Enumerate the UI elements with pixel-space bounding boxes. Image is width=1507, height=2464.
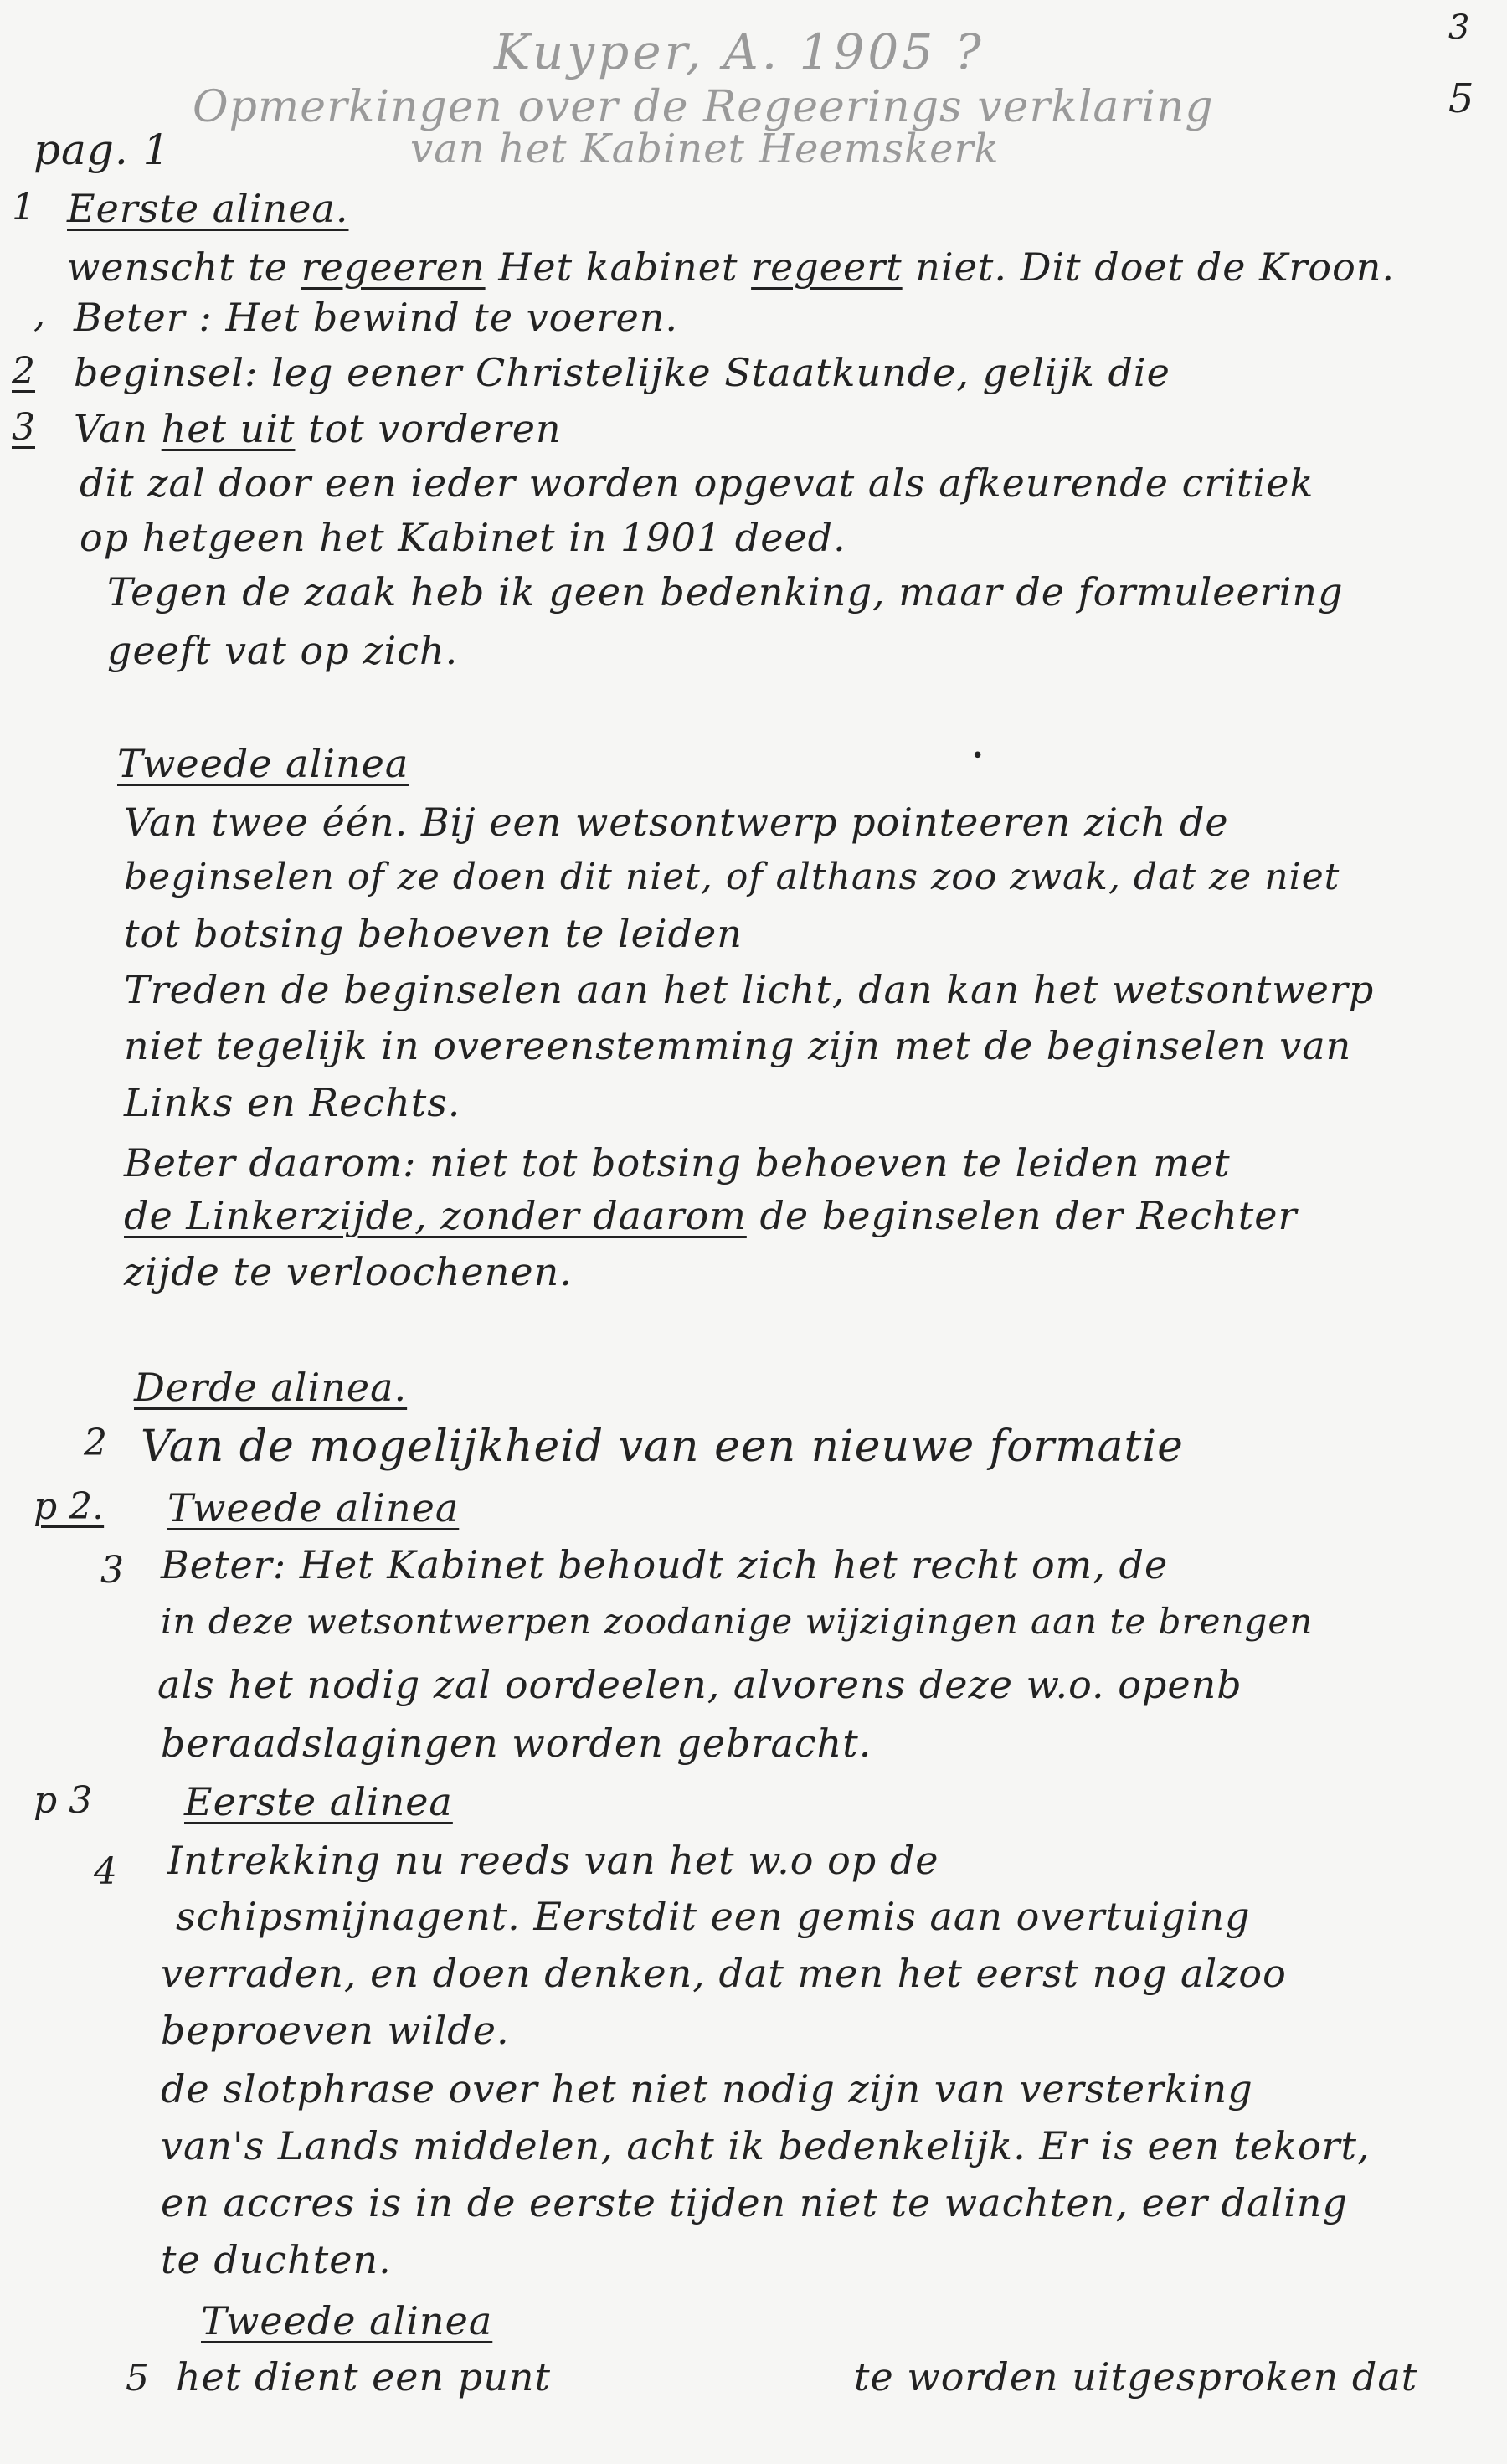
section1-line4-suffix: tot vorderen [295, 406, 562, 451]
item-number-3: 3 [12, 406, 35, 449]
p3-label: p 3 [33, 1779, 93, 1822]
section1-line7: Tegen de zaak heb ik geen bedenking, maar de formuleering [107, 569, 1344, 615]
section3-line4: als het nodig zal oordeelen, alvorens deze w.o. openb [157, 1662, 1242, 1707]
section4-heading: Eerste alinea [184, 1779, 453, 1824]
section2-line3: tot botsing behoeven te leiden [124, 911, 743, 956]
section4-line8: te duchten. [161, 2237, 392, 2282]
section4-line9b: te worden uitgesproken dat [854, 2354, 1418, 2400]
section4-line9: het dient een punt [176, 2354, 551, 2400]
section1-line1-regeeren: regeeren [301, 244, 486, 290]
section2-line5: niet tegelijk in overeenstemming zijn met de beginselen van [124, 1023, 1352, 1068]
page-number-top: 3 [1448, 8, 1470, 47]
section2-line8-prefix: de Linkerzijde, zonder daarom [124, 1193, 747, 1238]
section1-line1-regeert: regeert [751, 244, 903, 290]
section1-line8: geeft vat op zich. [107, 628, 459, 673]
section2-line7: Beter daarom: niet tot botsing behoeven te leiden met [124, 1140, 1231, 1186]
item-number-5: 5 [126, 2357, 149, 2400]
section1-line3: beginsel: leg eener Christelijke Staatkunde, gelijk die [74, 350, 1170, 395]
section1-line1-suffix: niet. Dit doet de Kroon. [902, 244, 1396, 290]
section4-heading2: Tweede alinea [201, 2298, 493, 2343]
section3-heading: Derde alinea. [134, 1365, 408, 1410]
section3-line2: Beter: Het Kabinet behoudt zich het recht om, de [161, 1542, 1169, 1587]
section2-line6: Links en Rechts. [124, 1080, 461, 1125]
section4-line4: beproeven wilde. [161, 2008, 510, 2053]
section2-line8-suffix: de beginselen der Rechter [746, 1193, 1298, 1238]
section1-heading: Eerste alinea. [67, 186, 349, 231]
section2-line8 [124, 1193, 1297, 1238]
section1-line4-prefix: Van [74, 406, 162, 451]
section4-line1: Intrekking nu reeds van het w.o op de [167, 1838, 939, 1883]
pag-label: pag. 1 [33, 126, 171, 174]
item-number-3-2: 2 [84, 1422, 107, 1464]
section4-line5: de slotphrase over het niet nodig zijn van versterking [161, 2066, 1253, 2112]
section2-heading: Tweede alinea [117, 741, 409, 786]
section1-line4 [74, 406, 562, 451]
section1-line2-mark: , [33, 293, 45, 336]
item-number-2: 2 [12, 350, 35, 393]
header-author-line: Kuyper, A. 1905 ? [494, 23, 985, 80]
ink-dot: • [971, 743, 985, 769]
section2-line9: zijde te verloochenen. [124, 1249, 573, 1294]
item-number-1: 1 [12, 186, 35, 229]
section2-line1: Van twee één. Bij een wetsontwerp pointeeren zich de [124, 800, 1229, 845]
section1-line5: dit zal door een ieder worden opgevat als afkeurende critiek [80, 460, 1314, 506]
section1-line2: Beter : Het bewind te voeren. [74, 295, 679, 340]
section1-line6: op hetgeen het Kabinet in 1901 deed. [80, 515, 846, 560]
p2-label: p 2. [33, 1485, 105, 1528]
section3-line3: in deze wetsontwerpen zoodanige wijzigingen aan te brengen [161, 1601, 1314, 1642]
section2-line4: Treden de beginselen aan het licht, dan kan het wetsontwerp [124, 967, 1375, 1012]
section4-line7: en accres is in de eerste tijden niet te wachten, eer daling [161, 2180, 1348, 2225]
section4-line3: verraden, en doen denken, dat men het eerst nog alzoo [161, 1951, 1287, 1996]
section3-line1: Van de mogelijkheid van een nieuwe formatie [141, 1422, 1184, 1472]
item-number-4: 4 [94, 1850, 117, 1893]
section1-line1-mid: Het kabinet [485, 244, 752, 290]
section1-line1 [67, 244, 1395, 290]
section4-line2: schipsmijnagent. Eerstdit een gemis aan overtuiging [176, 1894, 1251, 1939]
p2-heading: Tweede alinea [167, 1485, 460, 1530]
header-title-line2: van het Kabinet Heemskerk [410, 126, 1000, 172]
header-title-line1: Opmerkingen over de Regeerings verklaring [193, 82, 1214, 132]
page-number-second: 5 [1448, 75, 1474, 122]
section3-line5: beraadslagingen worden gebracht. [161, 1721, 872, 1766]
section4-line6: van's Lands middelen, acht ik bedenkelijk. Er is een tekort, [161, 2123, 1371, 2168]
item-number-3-3: 3 [100, 1549, 124, 1592]
section1-line1-prefix: wenscht te [67, 244, 301, 290]
section1-line4-underlined: het uit [161, 406, 296, 451]
section2-line2: beginselen of ze doen dit niet, of althans zoo zwak, dat ze niet [124, 856, 1340, 898]
